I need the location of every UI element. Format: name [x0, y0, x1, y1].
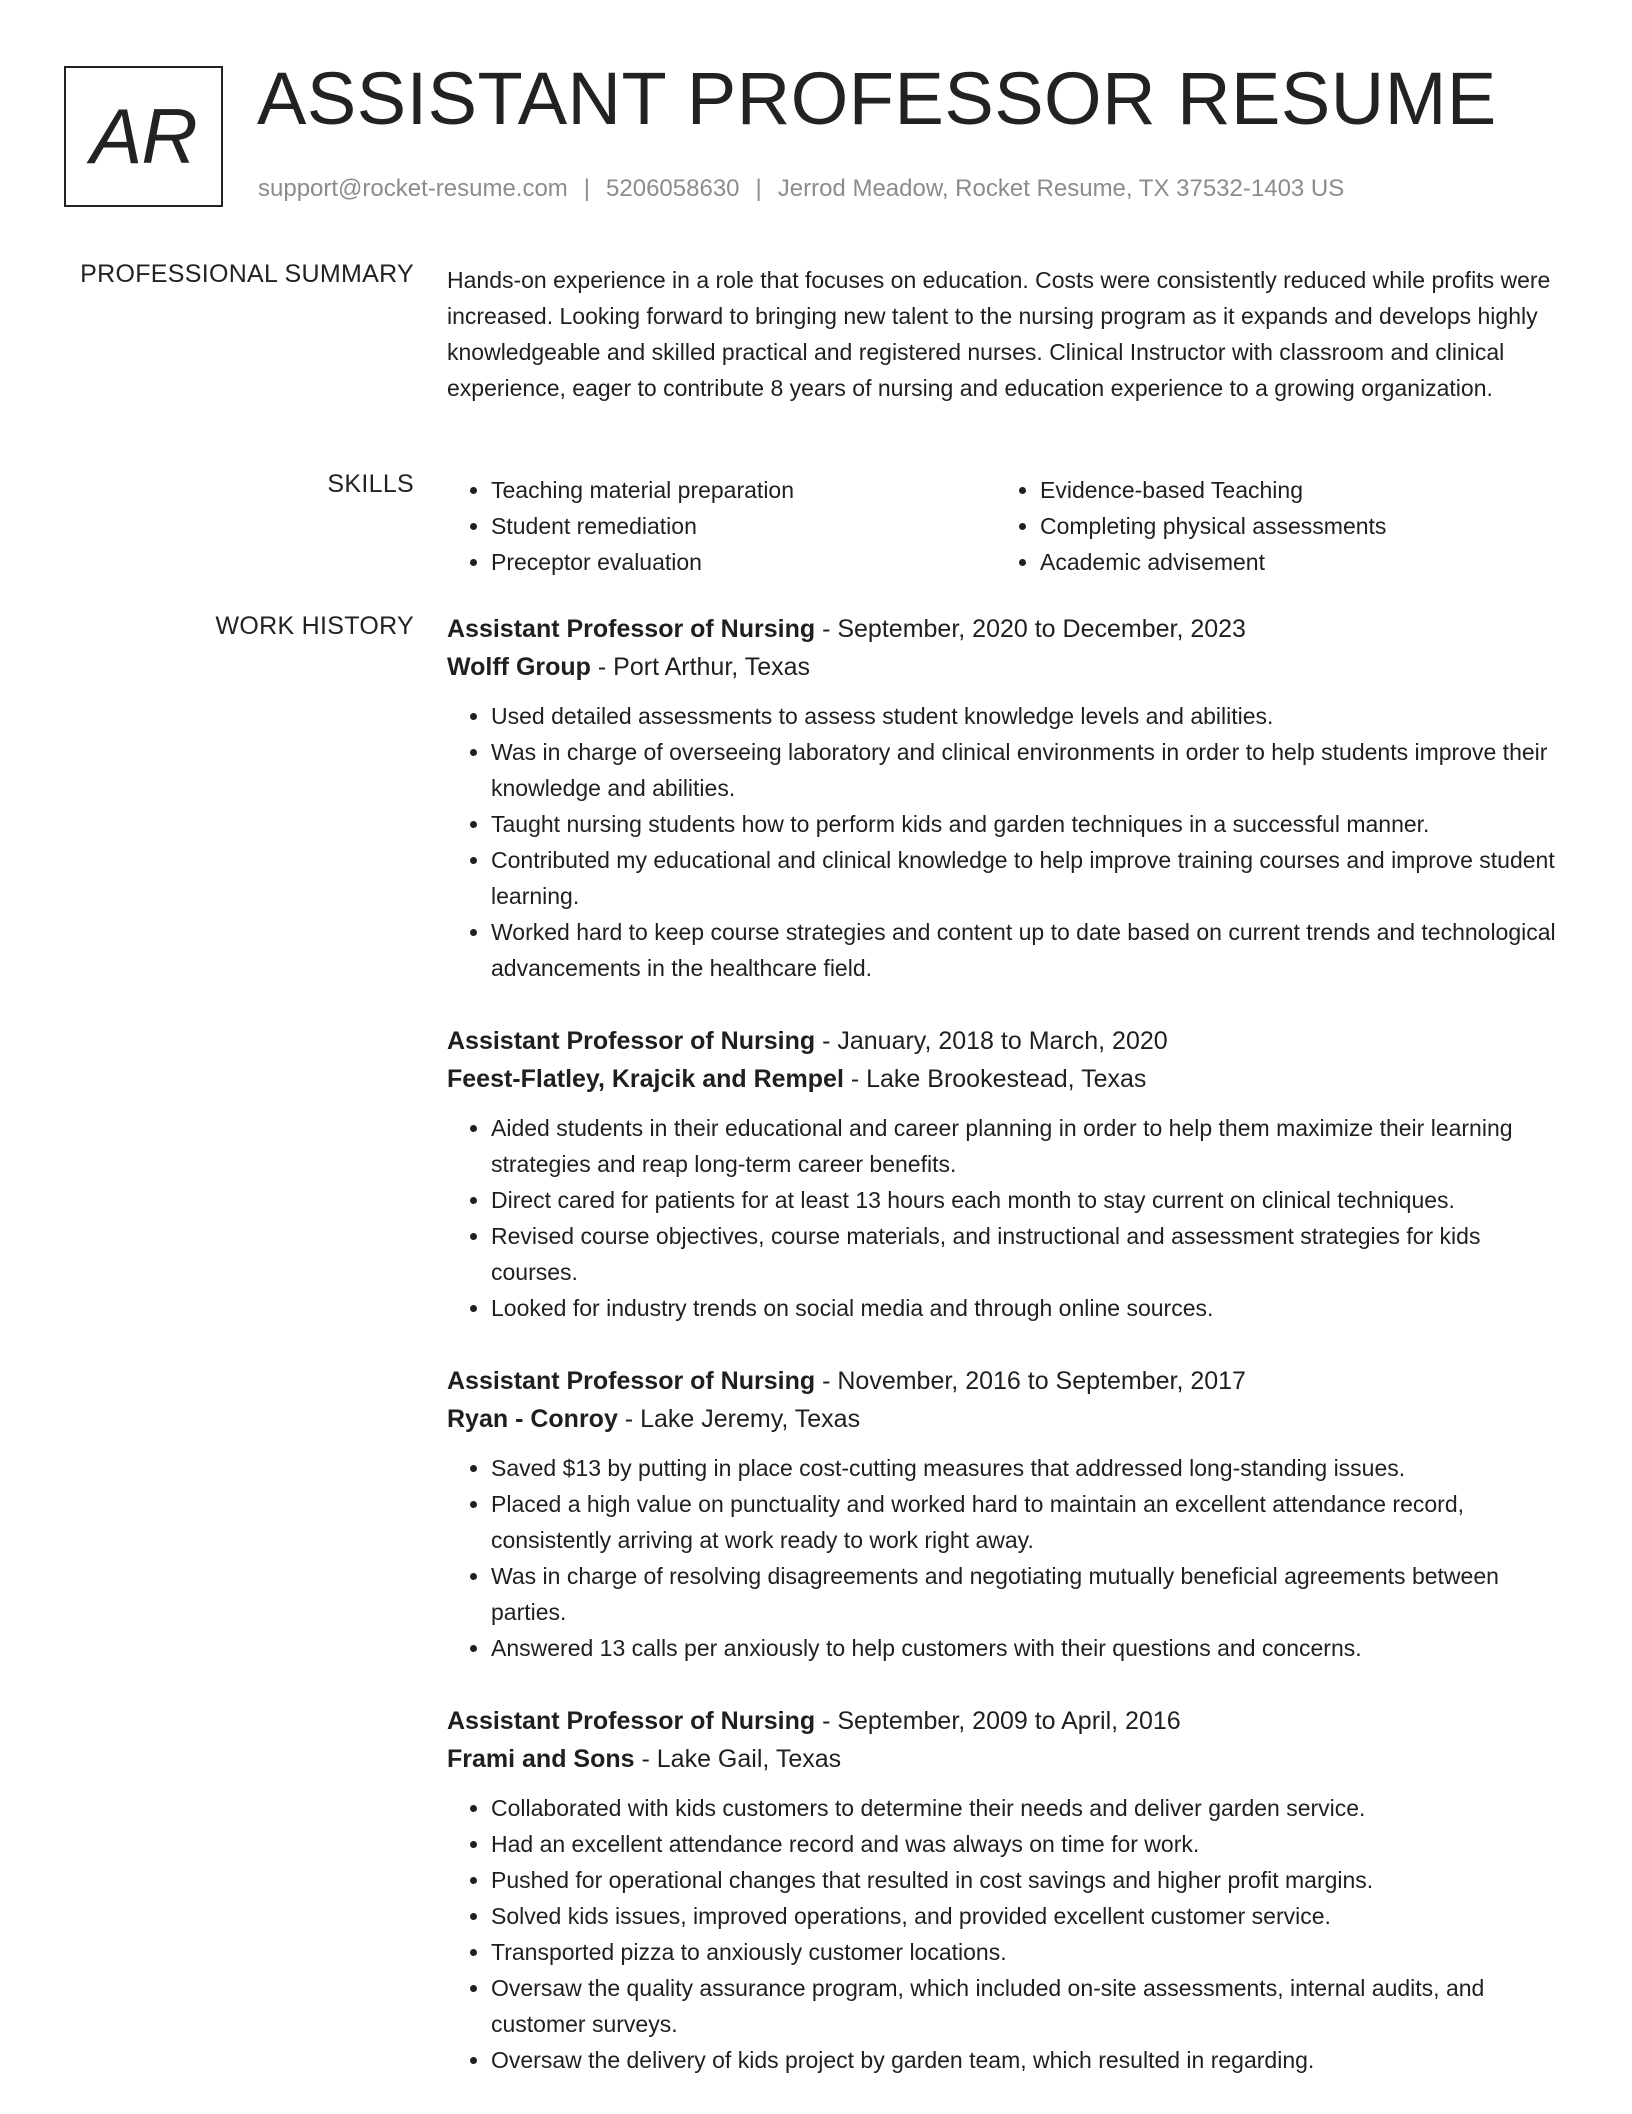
job-bullet: • Worked hard to keep course strategies and content up to date based on current trends and technological advancements in the healthcare field.	[491, 914, 1567, 986]
job-bullet: • Collaborated with kids customers to determine their needs and deliver garden service.	[491, 1790, 1567, 1826]
contact-phone: 5206058630	[606, 175, 740, 202]
job-bullets	[447, 698, 1567, 986]
job-location: - Lake Brookestead, Texas	[843, 1065, 1147, 1093]
skill-item: • Preceptor evaluation	[491, 544, 996, 580]
job-entry	[447, 1702, 1567, 2078]
skill-item: • Completing physical assessments	[1040, 508, 1545, 544]
job-bullet: • Pushed for operational changes that resulted in cost savings and higher profit margins.	[491, 1862, 1567, 1898]
job-bullet: • Had an excellent attendance record and was always on time for work.	[491, 1826, 1567, 1862]
work-history-heading: WORK HISTORY	[215, 612, 414, 640]
job-bullet: • Contributed my educational and clinical knowledge to help improve training courses and improve student learning.	[491, 842, 1567, 914]
job-title-line	[447, 1022, 1567, 1060]
job-bullet: • Answered 13 calls per anxiously to help customers with their questions and concerns.	[491, 1630, 1567, 1666]
job-title-line	[447, 1362, 1567, 1400]
job-dates: - November, 2016 to September, 2017	[815, 1367, 1246, 1395]
job-dates: - September, 2009 to April, 2016	[815, 1707, 1181, 1735]
summary-heading: PROFESSIONAL SUMMARY	[80, 260, 414, 288]
job-company: Frami and Sons	[447, 1745, 635, 1773]
work-history-list	[447, 610, 1567, 2114]
monogram-logo: AR	[64, 66, 223, 207]
job-bullet: • Was in charge of resolving disagreements and negotiating mutually beneficial agreements between parties.	[491, 1558, 1567, 1630]
job-bullet: • Revised course objectives, course materials, and instructional and assessment strategies for kids courses.	[491, 1218, 1567, 1290]
job-location: - Port Arthur, Texas	[590, 653, 811, 681]
job-bullets	[447, 1790, 1567, 2078]
job-company-line	[447, 648, 1567, 686]
job-title: Assistant Professor of Nursing	[447, 615, 816, 643]
job-location: - Lake Gail, Texas	[634, 1745, 842, 1773]
job-title-line	[447, 1702, 1567, 1740]
skill-item: • Evidence-based Teaching	[1040, 472, 1545, 508]
job-company: Feest-Flatley, Krajcik and Rempel	[447, 1065, 844, 1093]
job-bullets	[447, 1110, 1567, 1326]
job-title-line	[447, 610, 1567, 648]
skills-column-left	[447, 472, 996, 580]
job-bullet: • Taught nursing students how to perform kids and garden techniques in a successful manner.	[491, 806, 1567, 842]
job-company-line	[447, 1740, 1567, 1778]
job-bullet: • Oversaw the quality assurance program, which included on-site assessments, internal audits, and customer surveys.	[491, 1970, 1567, 2042]
summary-text: Hands-on experience in a role that focuses on education. Costs were consistently reduced while profits were increased. Looking forward to bringing new talent to the nursing program as it expands and develops highly knowledgeable and skilled practical and registered nurses. Clinical Instructor with classroom and clinical experience, eager to contribute 8 years of nursing and education experience to a growing organization.	[447, 267, 1551, 401]
job-dates: - January, 2018 to March, 2020	[815, 1027, 1168, 1055]
job-bullet: • Looked for industry trends on social media and through online sources.	[491, 1290, 1567, 1326]
job-dates: - September, 2020 to December, 2023	[815, 615, 1246, 643]
job-company: Ryan - Conroy	[447, 1405, 618, 1433]
job-bullet: • Was in charge of overseeing laboratory and clinical environments in order to help students improve their knowledge and abilities.	[491, 734, 1567, 806]
skill-item: • Student remediation	[491, 508, 996, 544]
job-entry	[447, 610, 1567, 986]
job-bullet: • Used detailed assessments to assess student knowledge levels and abilities.	[491, 698, 1567, 734]
contact-separator: |	[755, 175, 762, 202]
contact-separator: |	[583, 175, 591, 202]
job-bullet: • Aided students in their educational and career planning in order to help them maximize their learning strategies and reap long-term career benefits.	[491, 1110, 1567, 1182]
job-bullets	[447, 1450, 1567, 1666]
job-company-line	[447, 1400, 1567, 1438]
job-title: Assistant Professor of Nursing	[447, 1027, 816, 1055]
contact-line	[258, 175, 1344, 203]
skills-column-right	[996, 472, 1545, 580]
job-bullet: • Direct cared for patients for at least 13 hours each month to stay current on clinical techniques.	[491, 1182, 1567, 1218]
job-bullet: • Placed a high value on punctuality and worked hard to maintain an excellent attendance record, consistently arriving at work ready to work right away.	[491, 1486, 1567, 1558]
resume-title: ASSISTANT PROFESSOR RESUME	[257, 57, 1497, 140]
job-title: Assistant Professor of Nursing	[447, 1367, 816, 1395]
contact-email: support@rocket-resume.com	[258, 175, 568, 202]
job-entry	[447, 1022, 1567, 1326]
job-bullet: • Solved kids issues, improved operations, and provided excellent customer service.	[491, 1898, 1567, 1934]
skill-item: • Teaching material preparation	[491, 472, 996, 508]
skill-item: • Academic advisement	[1040, 544, 1545, 580]
skills-list	[447, 472, 1567, 580]
job-title: Assistant Professor of Nursing	[447, 1707, 816, 1735]
job-bullet: • Transported pizza to anxiously customer locations.	[491, 1934, 1567, 1970]
job-bullet: • Saved $13 by putting in place cost-cutting measures that addressed long-standing issues.	[491, 1450, 1567, 1486]
job-location: - Lake Jeremy, Texas	[617, 1405, 861, 1433]
job-bullet: • Oversaw the delivery of kids project by garden team, which resulted in regarding.	[491, 2042, 1567, 2078]
skills-heading: SKILLS	[327, 470, 414, 498]
contact-address: Jerrod Meadow, Rocket Resume, TX 37532-1403 US	[777, 175, 1345, 202]
job-company-line	[447, 1060, 1567, 1098]
job-entry	[447, 1362, 1567, 1666]
job-company: Wolff Group	[447, 653, 591, 681]
